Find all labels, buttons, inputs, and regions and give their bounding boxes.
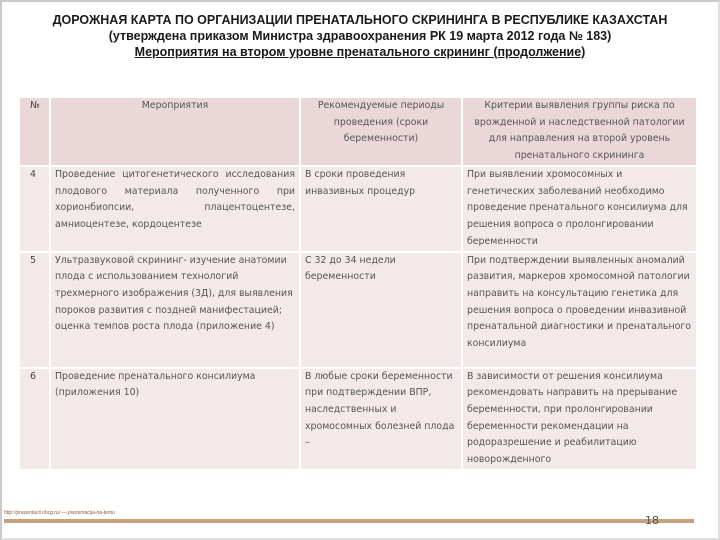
header-periods: Рекомендуемые периоды проведения (сроки беременности) xyxy=(300,98,462,166)
table-row xyxy=(20,166,696,252)
row-num: 6 xyxy=(20,368,50,469)
page-title xyxy=(40,12,680,60)
table-header-row xyxy=(20,98,696,166)
header-activity: Мероприятия xyxy=(50,98,300,166)
table-row xyxy=(20,368,696,469)
row-criteria: В зависимости от решения консилиума рекомендовать направить на прерывание беременности, при пролонгировании беременности рекомендации на родоразрешение и реабилитацию новорожденного xyxy=(462,368,696,469)
row-periods: В любые сроки беременности при подтверждении ВПР, наследственных и хромосомных болезней плода – xyxy=(300,368,462,469)
page-number: 18 xyxy=(645,514,659,527)
row-activity: Проведение цитогенетического исследования плодового материала полученного при хорионбиопсии, плацентоцентезе, амниоцентезе, кордоцентезе xyxy=(50,166,300,252)
row-activity: Проведение пренатального консилиума (приложения 10) xyxy=(50,368,300,469)
header-criteria: Критерии выявления группы риска по врожденной и наследственной патологии для направления на второй уровень пренатального скрининга xyxy=(462,98,696,166)
row-num: 5 xyxy=(20,252,50,368)
table-row xyxy=(20,252,696,368)
title-line-main: ДОРОЖНАЯ КАРТА ПО ОРГАНИЗАЦИИ ПРЕНАТАЛЬНОГО СКРИНИНГА В РЕСПУБЛИКЕ КАЗАХСТАН xyxy=(52,13,668,27)
row-criteria: При подтверждении выявленных аномалий развития, маркеров хромосомной патологии направить на консультацию генетика для решения вопроса о проведении инвазивной пренатальной диагностики и пренатального консилиума xyxy=(462,252,696,368)
title-line-order: (утверждена приказом Министра здравоохранения РК 19 марта 2012 года № 183) xyxy=(108,29,612,43)
title-line-subtitle: Мероприятия на втором уровне пренатального скрининг (продолжение) xyxy=(134,45,586,59)
roadmap-table xyxy=(20,98,696,469)
header-num: № xyxy=(30,100,40,111)
row-criteria: При выявлении хромосомных и генетических заболеваний необходимо проведение пренатального консилиума для решения вопроса о пролонгировании беременности xyxy=(462,166,696,252)
row-periods: С 32 до 34 недели беременности xyxy=(300,252,462,368)
row-periods: В сроки проведения инвазивных процедур xyxy=(300,166,462,252)
row-num: 4 xyxy=(20,166,50,252)
footer-source-link[interactable]: http://prezentacii.nhcg.ru/ — prezentacija-na-temu xyxy=(4,510,115,516)
row-activity: Ультразвуковой скрининг- изучение анатомии плода с использованием технологий трехмерного изображения (3Д), для выявления пороков развития с поздней манифестацией; оценка темпов роста плода (приложение 4) xyxy=(50,252,300,368)
footer-accent-bar xyxy=(4,519,694,523)
